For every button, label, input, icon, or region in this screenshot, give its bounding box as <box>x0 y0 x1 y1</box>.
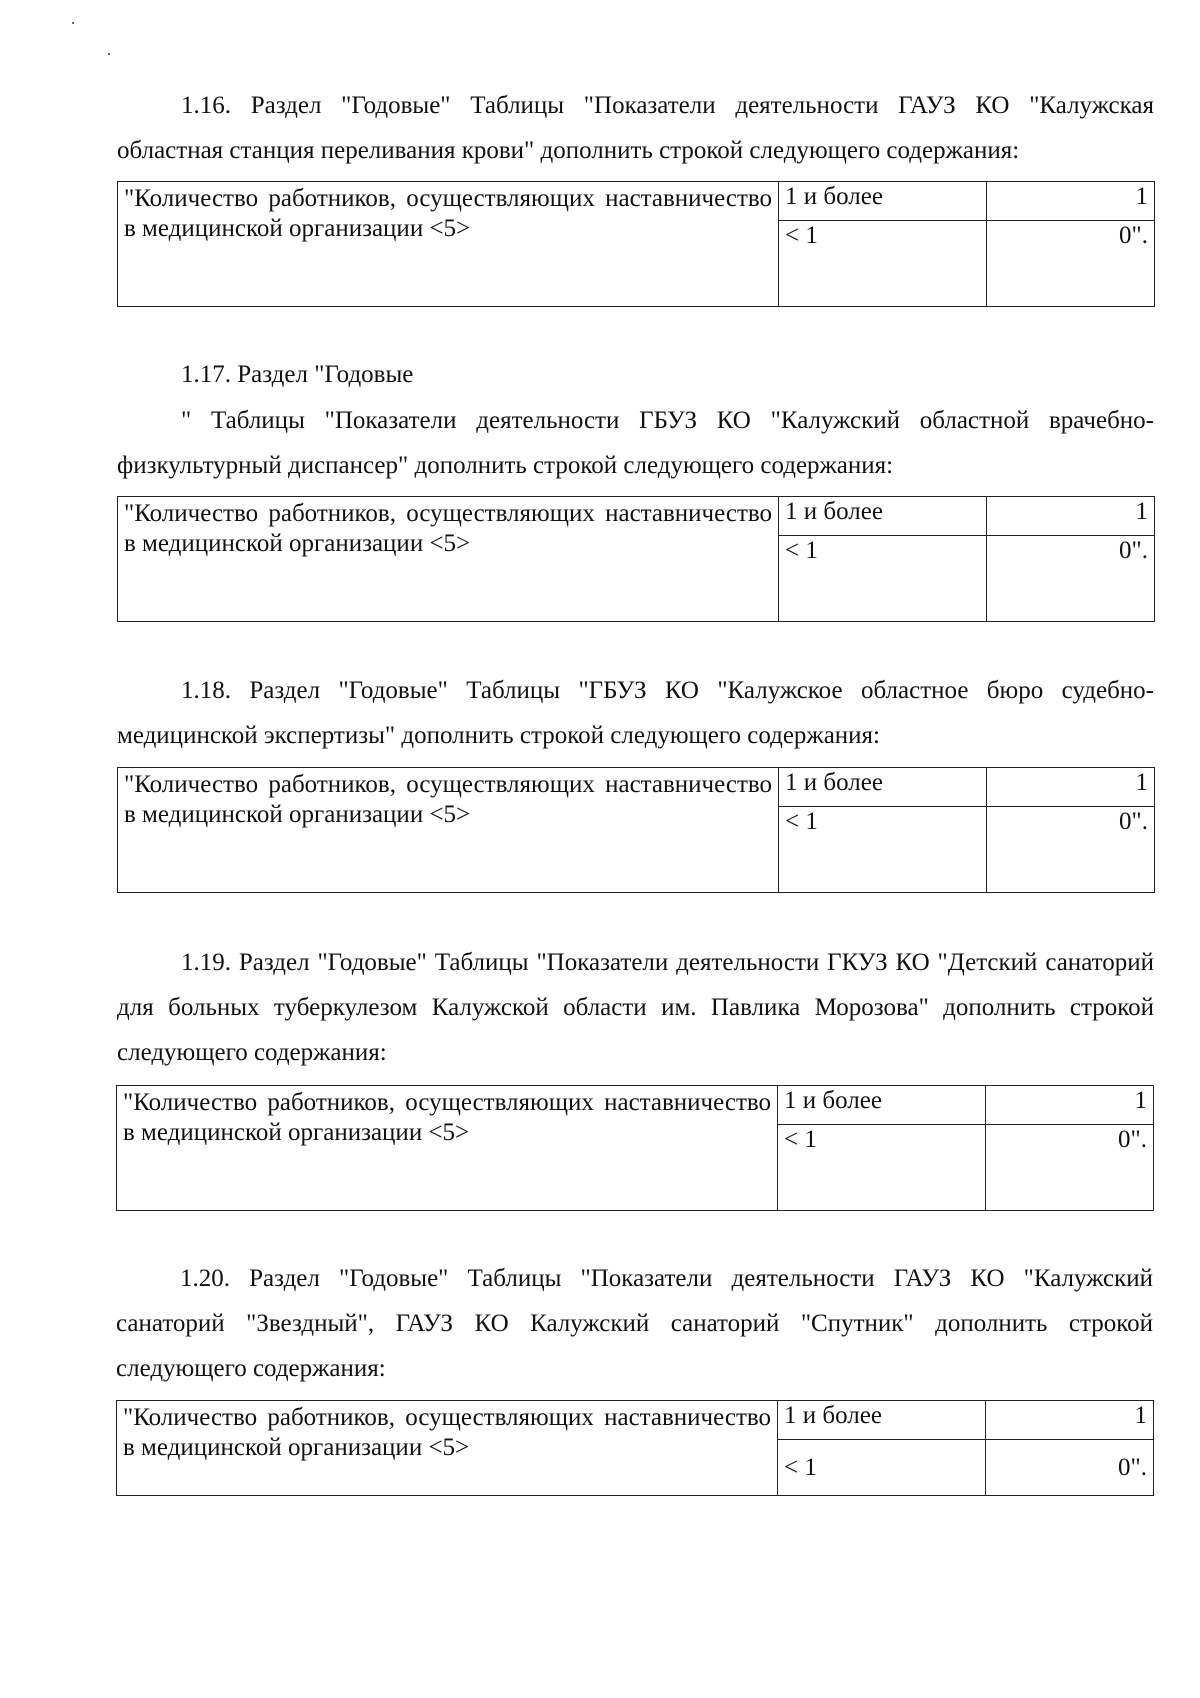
paragraph-1-19: 1.19. Раздел "Годовые" Таблицы "Показатели деятельности ГКУЗ КО "Детский санаторий для больных туберкулезом Калужской области им. Павлика Морозова" дополнить строкой следующего содержания: <box>117 949 1154 1066</box>
score-cell: 0". <box>986 1125 1154 1211</box>
criterion-cell: < 1 <box>779 807 987 893</box>
score-cell: 0". <box>987 536 1155 622</box>
table-row <box>118 182 1155 221</box>
score-cell: 0". <box>986 1440 1154 1496</box>
table-row <box>118 768 1155 807</box>
score-cell: 1 <box>987 497 1155 536</box>
score-cell: 1 <box>986 1401 1154 1440</box>
indicator-table-1-17 <box>117 496 1155 622</box>
score-cell: 0". <box>987 807 1155 893</box>
indicator-name: "Количество работников, осуществляющих наставничество в медицинской организации <5> <box>117 1086 778 1211</box>
paragraph-1-18: 1.18. Раздел "Годовые" Таблицы "ГБУЗ КО "Калужское областное бюро судебно-медицинской экспертизы" дополнить строкой следующего содержания: <box>117 677 1154 749</box>
table-row <box>117 1401 1154 1440</box>
table-row <box>117 1086 1154 1125</box>
criterion-cell: < 1 <box>778 1440 986 1496</box>
score-cell: 1 <box>986 1086 1154 1125</box>
paragraph-1-16: 1.16. Раздел "Годовые" Таблицы "Показатели деятельности ГАУЗ КО "Калужская областная станция переливания крови" дополнить строкой следующего содержания: <box>117 92 1154 164</box>
criterion-cell: 1 и более <box>779 182 987 221</box>
table-row <box>118 497 1155 536</box>
criterion-cell: < 1 <box>779 221 987 307</box>
score-cell: 0". <box>987 221 1155 307</box>
criterion-cell: 1 и более <box>778 1086 986 1125</box>
scan-speck <box>72 22 74 24</box>
criterion-cell: < 1 <box>779 536 987 622</box>
criterion-cell: < 1 <box>778 1125 986 1211</box>
indicator-table-1-19 <box>116 1085 1154 1211</box>
score-cell: 1 <box>987 768 1155 807</box>
criterion-cell: 1 и более <box>779 768 987 807</box>
indicator-name: "Количество работников, осуществляющих наставничество в медицинской организации <5> <box>118 497 779 622</box>
indicator-name: "Количество работников, осуществляющих наставничество в медицинской организации <5> <box>117 1401 778 1496</box>
paragraph-1-17: " Таблицы "Показатели деятельности ГБУЗ КО "Калужский областной врачебно-физкультурный диспансер" дополнить строкой следующего содержания: <box>117 407 1154 479</box>
indicator-name: "Количество работников, осуществляющих наставничество в медицинской организации <5> <box>118 768 779 893</box>
indicator-table-1-20 <box>116 1400 1154 1496</box>
criterion-cell: 1 и более <box>779 497 987 536</box>
paragraph-1-17-heading: 1.17. Раздел "Годовые <box>181 361 414 388</box>
criterion-cell: 1 и более <box>778 1401 986 1440</box>
indicator-name: "Количество работников, осуществляющих наставничество в медицинской организации <5> <box>118 182 779 307</box>
indicator-table-1-16 <box>117 181 1155 307</box>
score-cell: 1 <box>987 182 1155 221</box>
paragraph-1-20: 1.20. Раздел "Годовые" Таблицы "Показатели деятельности ГАУЗ КО "Калужский санаторий "Звездный", ГАУЗ КО Калужский санаторий "Спутник" дополнить строкой следующего содержания: <box>116 1265 1153 1382</box>
scan-speck <box>108 53 110 55</box>
indicator-table-1-18 <box>117 767 1155 893</box>
